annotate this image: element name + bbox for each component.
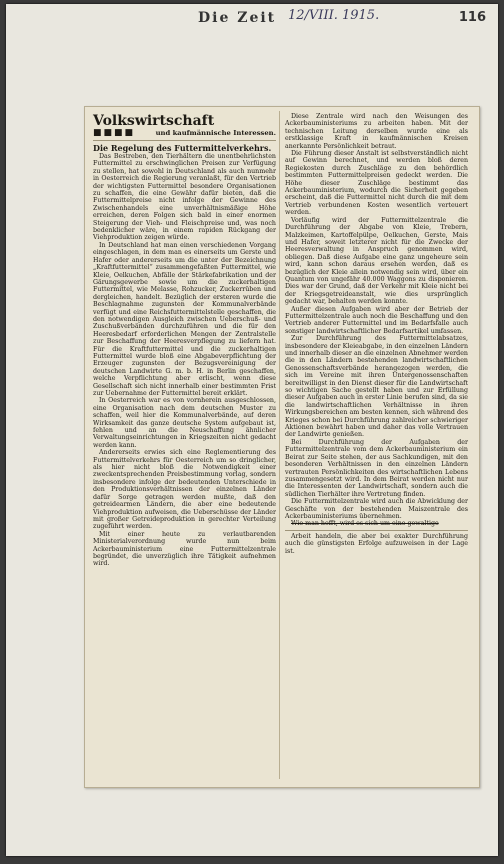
column-gutter — [279, 111, 280, 779]
section-kicker-sub: ■■■■ und kaufmännische Interessen. — [93, 128, 276, 138]
rule — [93, 140, 276, 141]
paragraph: Bei Durchführung der Aufgaben der Futtermittelzentrale vom dem Ackerbauministerium ein Beirat zur Seite stehen, der aus Sachkundigen, mit den besonderen Verhältnissen in den einzelnen Ländern vertrauten Persönlichkeiten des wirtschaftlichen Lebens zusammengesetzt wird. In dem Beirat werden nicht nur die Interessenten der Landwirtschaft, sondern auch die südlichen Tierhälter ihre Vertretung finden. — [285, 438, 468, 498]
paragraph: Andererseits erwies sich eine Reglementierung des Futtermittelverkehrs für Oesterreich um so dringlicher, als hier nicht bloß die Notwendigkeit einer zweckentsprechenden Preisbestimmung vorlag, sondern insbesondere infolge der bedeutenden Unterschiede in den Produktionsverhältnissen der einzelnen Länder dafür Sorge getragen werden mußte, daß den getreidearmen Ländern, die aber eine bedeutende Viehproduktion aufweisen, die Ueberschüsse der Länder mit großer Getreideproduktion in gerechter Verteilung zugeführt werden. — [93, 449, 276, 531]
paragraph: Mit einer heute zu verlautbarenden Ministerialverordnung wurde nun beim Ackerbauministerium eine Futtermittelzentrale begründet, die unverzüglich ihre Tätigkeit aufnehmen wird. — [93, 530, 276, 568]
closing-paragraph: Arbeit handeln, die aber bei exakter Durchführung auch die günstigsten Erfolge aufzuweisen in der Lage ist. — [285, 532, 468, 555]
ornament-dots: ■■■■ — [93, 128, 136, 138]
paragraph: Die Führung dieser Anstalt ist selbstverständlich nicht auf Gewinn berechnet, und werden bloß deren Regiekosten durch Zuschläge zu den behördlich bestimmten Futtermittelpreisen gedeckt werden. Die Höhe dieser Zuschläge bestimmt das Ackerbauministerium, wodurch die Sicherheit gegeben erscheint, daß die Futtermittel nicht durch die mit dem Vertrieb verbundenen Kosten wesentlich verteuert werden. — [285, 150, 468, 217]
paragraph: Vorläufig wird der Futtermittelzentrale die Durchführung der Abgabe von Kleie, Trebern, Malzkeimen, Kartoffelpülpe, Oelkuchen, Gerste, Mais und Hafer, soweit letzterer nicht für die Zwecke der Heeresverwaltung in Anspruch genommen wird, obliegen. Daß diese Aufgabe eine ganz ungeheure sein wird, kann schon daraus ersehen werden, daß es bezüglich der Kleie allein notwendig sein wird, über ein Quantum von ungefähr 40.000 Waggons zu disponieren. Dies war der Grund, daß der Verkehr mit Kleie nicht bei der Kriegsgetreideanstalt, wie dies ursprünglich gedacht war, behalten werden konnte. — [285, 216, 468, 306]
paragraph: In Oesterreich war es von vornherein ausgeschlossen, eine Organisation nach dem deutschen Muster zu schaffen, weil hier die Kommunalverbände, auf deren Wirksamkeit das ganze deutsche System aufgebaut ist, fehlen und an die Neuschaffung ähnlicher Verwaltungseinrichtungen in Kriegszeiten nicht gedacht werden kann. — [93, 397, 276, 449]
paragraph: Außer diesen Aufgaben wird aber der Betrieb der Futtermittelzentrale auch noch die Beschaffung und den Vertrieb anderer Futtermittel und im Bedarfsfalle auch sonstiger landwirtschaftlicher Bedarfsartikel umfassen. — [285, 305, 468, 335]
rule — [285, 530, 468, 531]
paragraph: Zur Durchführung des Futtermittelabsatzes, insbesondere der Kleieabgabe, in den einzelnen Ländern und innerhalb dieser an die einzelnen Abnehmer werden die in den Ländern bestehenden landwirtschaftlichen Genossenschaftsverbände herangezogen werden, die sich im Vereine mit ihren Untergenossenschaften bereitwilligst in den Dienst dieser für die Landwirtschaft so wichtigen Sache gestellt haben und zur Erfüllung dieser Aufgaben auch in erster Linie berufen sind, da sie die landwirtschaftlichen Verhältnisse in ihren Wirkungsbereichen am besten kennen, sich während des Krieges schon bei Durchführung zahlreicher schwieriger Aktionen bewährt haben und daher das volle Vertrauen der Landwirte genießen. — [285, 335, 468, 439]
paragraph: In Deutschland hat man einen verschiedenen Vorgang eingeschlagen, in dem man es einerseits um Gerste und Hafer oder andererseits um die unter der Bezeichnung „Kraftfuttermittel“ zusammengefaßten Futtermittel, wie Kleie, Oelkuchen, Abfälle der Stärkefabrikation und der Gärungsgewerbe sowie um die zuckerhaltigen Futtermittel, wie Melasse, Rohzucker, Zuckerrüben und dergleichen, handelt. Bezüglich der ersteren wurde die Beschlagnahme zugunsten der Kommunalverbände verfügt und eine Reichsfuttermittelstelle geschaffen, die den notwendigen Ausgleich zwischen Ueberschuß- und Zuschußverbänden durchzuführen und die für den Heeresbedarf erforderlichen Mengen der Zentralstelle zur Beschaffung der Heeresverpflegung zu liefern hat. Für die Kraftfuttermittel und die zuckerhaltigen Futtermittel wurde bloß eine Abgabeverpflichtung der Erzeuger zugunsten der Bezugsvereinigung der deutschen Landwirte G. m. b. H. in Berlin geschaffen, welche Verpflichtung aber erlischt, wenn diese Gesellschaft sich nicht innerhalb einer bestimmten Frist zur Uebernahme der Futtermittel bereit erklärt. — [93, 241, 276, 397]
newspaper-clipping — [84, 106, 480, 788]
struck-through-line: Wie man hofft, wird es sich um eine gewaltige — [291, 520, 439, 528]
archive-page — [6, 4, 498, 856]
handwritten-date: 12/VIII. 1915. — [288, 8, 380, 23]
paragraph: Die Futtermittelzentrale wird auch die Abwicklung der Geschäfte von der bestehenden Maiszentrale des Ackerbauministeriums übernehmen. — [285, 498, 468, 520]
paragraph: Das Bestreben, den Tierhältern die unentbehrlichsten Futtermittel zu erschwinglichen Preisen zur Verfügung zu stellen, hat sowohl in Deutschland als auch nunmehr in Oesterreich die Regierung veranlaßt, für den Vertrieb der wichtigsten Futtermittel besondere Organisationen zu schaffen, die eine Gewähr dafür bieten, daß die Futtermittelpreise nicht infolge der Gewinne des Zwischenhandels eine unverhältnismäßige Höhe erreichen, deren Folgen sich bald in einer enormen Steigerung der Vieh- und Fleischpreise und, was noch bedenklicher wäre, in einem rapiden Rückgang der Viehproduktion zeigen würde. — [93, 153, 276, 242]
article-headline: Die Regelung des Futtermittelverkehrs. — [93, 143, 272, 153]
paragraph: Diese Zentrale wird nach den Weisungen des Ackerbauministeriums zu arbeiten haben. Mit der technischen Leitung derselben wurde eine als erstklassige Kraft in kaufmännischen Kreisen anerkannte Persönlichkeit betraut. — [285, 113, 468, 150]
newspaper-title: Die Zeit — [198, 10, 277, 26]
left-column — [93, 113, 276, 568]
right-column — [285, 113, 468, 555]
section-kicker: Volkswirtschaft — [93, 113, 215, 129]
page-number: 116 — [458, 10, 486, 25]
